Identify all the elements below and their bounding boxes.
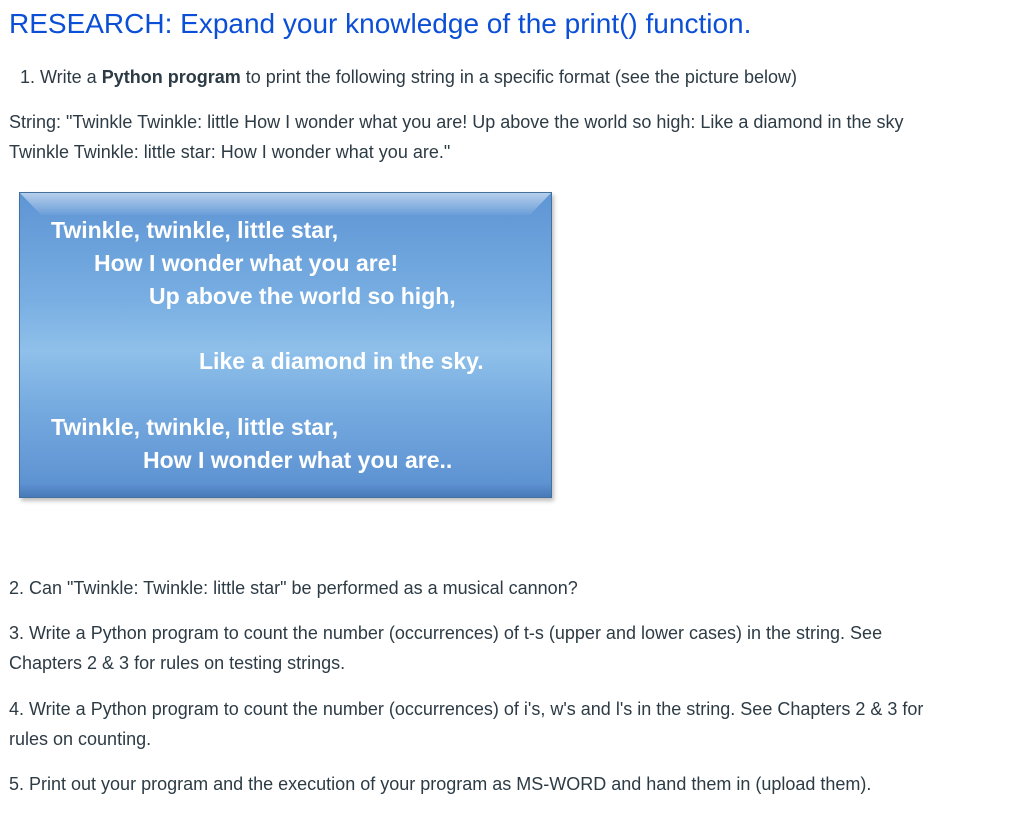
question-1-suffix: to print the following string in a specific format (see the picture below) xyxy=(240,67,797,87)
question-1-prefix: 1. Write a xyxy=(20,67,102,87)
question-3 xyxy=(9,618,882,678)
string-line-2: Twinkle Twinkle: little star: How I wonder what you are." xyxy=(9,142,451,162)
question-3-line-1: 3. Write a Python program to count the number (occurrences) of t-s (upper and lower cases) in the string. See xyxy=(9,623,883,643)
question-1-bold: Python program xyxy=(101,67,241,87)
poem-image xyxy=(19,192,552,498)
question-1 xyxy=(20,62,797,92)
poem-line-5: Twinkle, twinkle, little star, xyxy=(51,414,339,440)
question-4 xyxy=(9,694,923,754)
question-5: 5. Print out your program and the execution of your program as MS-WORD and hand them in (upload them). xyxy=(9,774,872,794)
poem-line-2: How I wonder what you are! xyxy=(94,250,399,276)
question-2: 2. Can "Twinkle: Twinkle: little star" be performed as a musical cannon? xyxy=(9,578,578,598)
page-title: RESEARCH: Expand your knowledge of the print() function. xyxy=(9,8,752,39)
question-4-line-2: rules on counting. xyxy=(9,729,152,749)
poem-line-3: Up above the world so high, xyxy=(149,283,456,309)
string-text xyxy=(9,107,904,167)
poem-line-1: Twinkle, twinkle, little star, xyxy=(51,217,339,243)
string-line-1: String: "Twinkle Twinkle: little How I wonder what you are! Up above the world so high: Like a diamond in the sky xyxy=(9,112,904,132)
poem-line-4: Like a diamond in the sky. xyxy=(199,348,484,374)
question-3-line-2: Chapters 2 & 3 for rules on testing strings. xyxy=(9,653,346,673)
question-4-line-1: 4. Write a Python program to count the number (occurrences) of i's, w's and l's in the string. See Chapters 2 & 3 for xyxy=(9,699,924,719)
poem-line-6: How I wonder what you are.. xyxy=(143,447,453,473)
